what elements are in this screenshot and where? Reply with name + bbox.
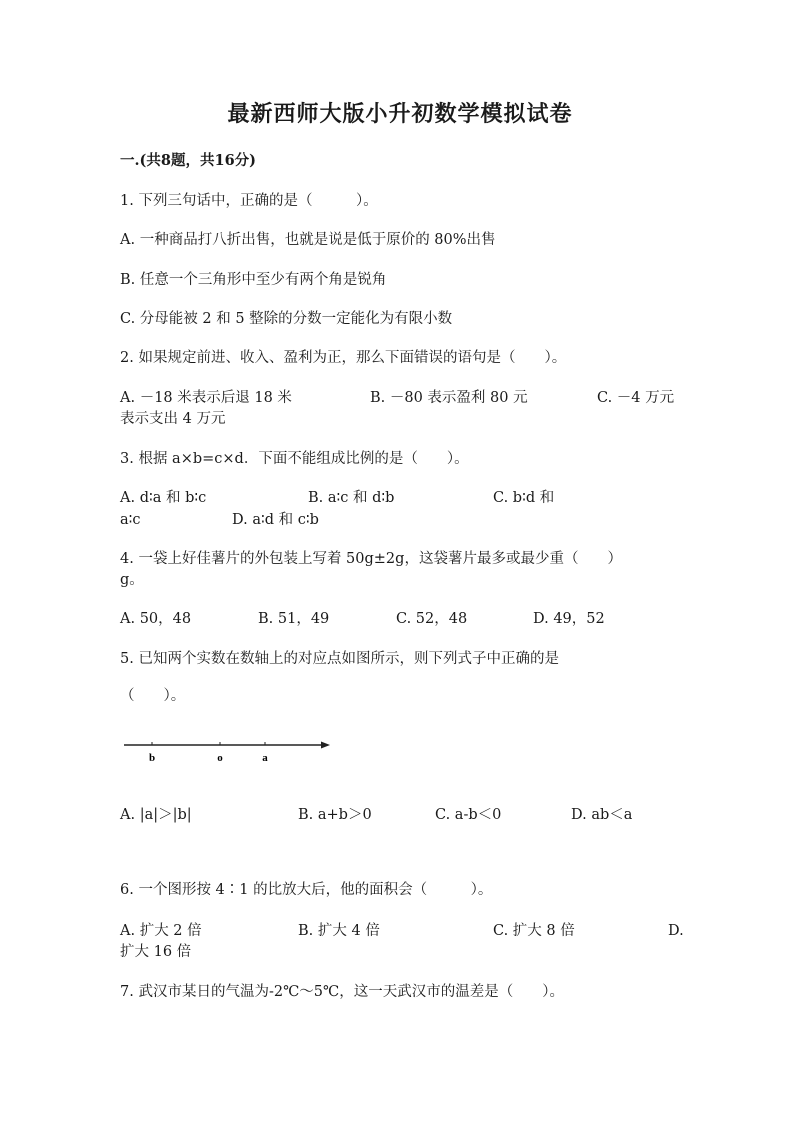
question-5-option-c: C. a-b＜0 [435, 807, 502, 823]
question-3-option-d: D. a∶d 和 c∶b [232, 512, 319, 528]
question-5-option-a: A. |a|＞|b| [120, 807, 192, 823]
question-6-option-c: C. 扩大 8 倍 [493, 923, 575, 939]
question-5-option-b: B. a+b＞0 [298, 807, 372, 823]
question-6-option-d: D. [668, 923, 684, 939]
question-2-option-b: B. －80 表示盈利 80 元 [370, 390, 528, 406]
question-3-option-b: B. a∶c 和 d∶b [308, 490, 395, 506]
question-1-option-c: C. 分母能被 2 和 5 整除的分数一定能化为有限小数 [120, 311, 453, 327]
question-4-option-d: D. 49，52 [533, 611, 605, 627]
question-3-option-c: C. b∶d 和 [493, 490, 555, 506]
question-3-option-a: A. d∶a 和 b∶c [120, 490, 207, 506]
question-1-stem: 1. 下列三句话中，正确的是（ ）。 [120, 193, 378, 209]
number-line-figure [122, 734, 334, 764]
question-6-option-d-continued: 扩大 16 倍 [120, 944, 192, 960]
page-title: 最新西师大版小升初数学模拟试卷 [227, 101, 573, 127]
question-1-option-a: A. 一种商品打八折出售，也就是说是低于原价的 80%出售 [120, 232, 496, 248]
question-7-stem: 7. 武汉市某日的气温为-2℃～5℃，这一天武汉市的温差是（ ）。 [120, 984, 564, 1000]
question-3-stem: 3. 根据 a×b=c×d．下面不能组成比例的是（ ）。 [120, 451, 469, 467]
question-4-stem: 4. 一袋上好佳薯片的外包装上写着 50g±2g，这袋薯片最多或最少重（ ） [120, 551, 622, 567]
question-5-option-d: D. ab＜a [571, 807, 633, 823]
label-o: o [217, 752, 223, 764]
question-6-option-b: B. 扩大 4 倍 [298, 923, 380, 939]
question-5-stem: 5. 已知两个实数在数轴上的对应点如图所示，则下列式子中正确的是 [120, 651, 559, 667]
question-2-option-a: A. －18 米表示后退 18 米 [120, 390, 292, 406]
question-4-option-a: A. 50，48 [120, 611, 192, 627]
question-4-stem-continued: g。 [120, 572, 144, 588]
question-2-stem: 2. 如果规定前进、收入、盈利为正，那么下面错误的语句是（ ）。 [120, 350, 567, 366]
question-1-option-b: B. 任意一个三角形中至少有两个角是锐角 [120, 272, 387, 288]
label-a: a [262, 752, 268, 764]
section-heading: 一.(共8题，共16分) [120, 152, 257, 169]
question-5-stem-continued: （ ）。 [120, 688, 186, 704]
question-3-option-c-continued: a∶c [120, 512, 141, 528]
number-line-arrow-icon [321, 742, 330, 749]
question-2-option-c: C. －4 万元 [597, 390, 675, 406]
question-6-option-a: A. 扩大 2 倍 [120, 923, 202, 939]
label-b: b [148, 752, 156, 764]
question-2-option-c-continued: 表示支出 4 万元 [120, 411, 226, 427]
question-4-option-b: B. 51，49 [258, 611, 330, 627]
question-6-stem: 6. 一个图形按 4∶1 的比放大后，他的面积会（ ）。 [120, 882, 493, 898]
question-4-option-c: C. 52，48 [396, 611, 468, 627]
